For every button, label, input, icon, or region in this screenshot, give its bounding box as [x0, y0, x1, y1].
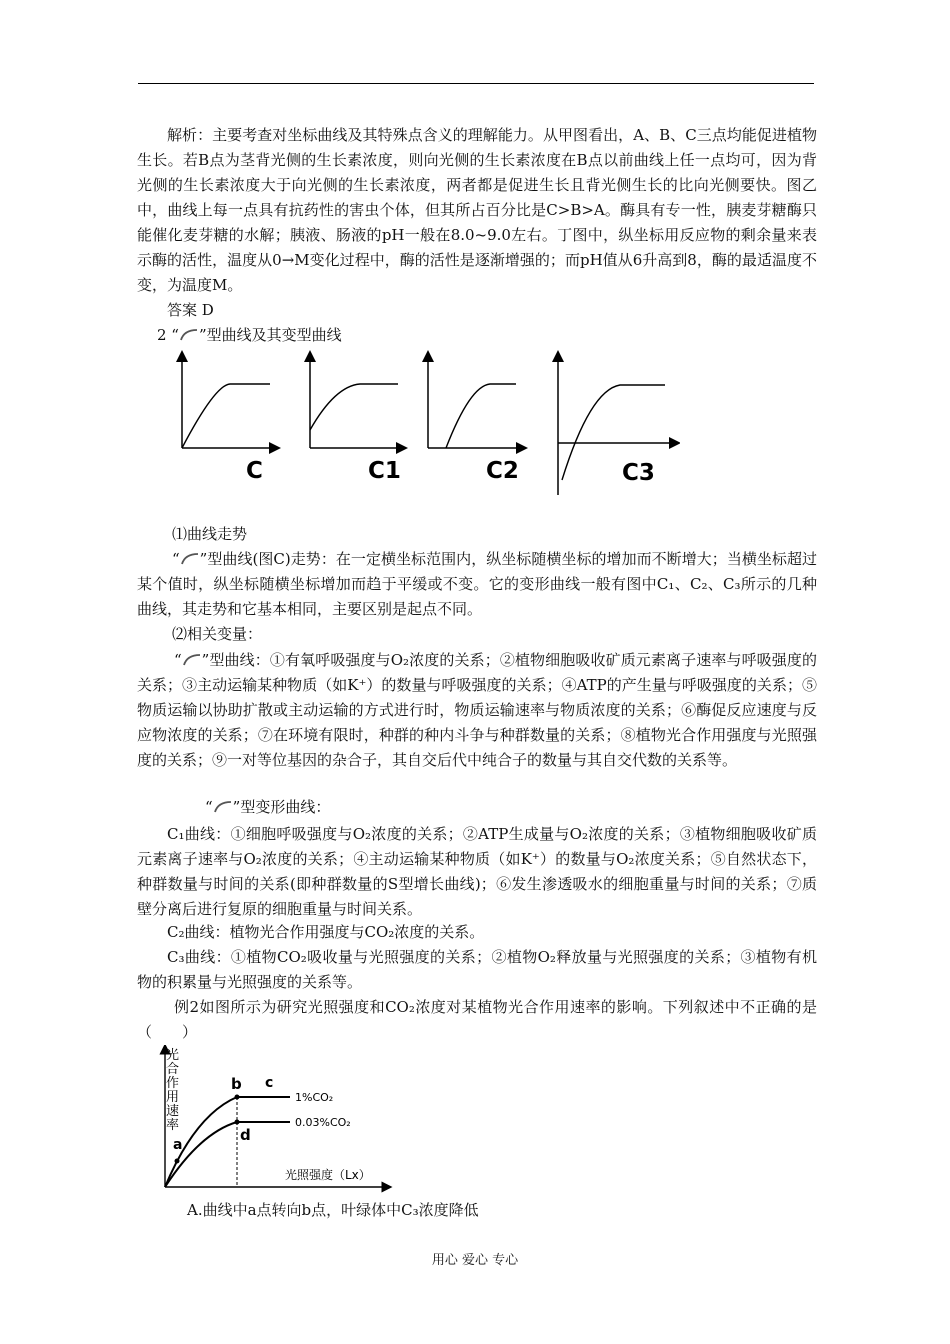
point-d-dot	[235, 1120, 240, 1125]
saturation-curve-icon	[179, 327, 199, 341]
point-c-label: c	[265, 1075, 274, 1091]
trend-heading: ⑴曲线走势	[172, 525, 248, 543]
saturation-curve-icon	[182, 652, 202, 666]
y-axis-label-2: 合	[166, 1062, 180, 1077]
curve-1pct-co2	[165, 1097, 290, 1187]
section-2-heading: 2 “ ”型曲线及其变型曲线	[157, 326, 342, 344]
saturation-curve-icon	[213, 799, 233, 813]
c2-paragraph: C₂曲线：植物光合作用强度与CO₂浓度的关系。	[167, 923, 485, 941]
c3-paragraph: C₃曲线：①植物CO₂吸收量与光照强度的关系；②植物O₂释放量与光照强度的关系；③植物有机物的积累量与光照强度的关系等。	[137, 948, 817, 991]
photosynthesis-chart	[155, 1045, 395, 1195]
y-axis-label-4: 用	[166, 1090, 180, 1105]
y-axis-label-3: 作	[166, 1076, 180, 1091]
legend-003pct-co2: 0.03%CO₂	[295, 1116, 351, 1129]
point-a-dot	[175, 1159, 180, 1164]
analysis-paragraph: 解析：主要考查对坐标曲线及其特殊点含义的理解能力。从甲图看出，A、B、C三点均能促进植物生长。若B点为茎背光侧的生长素浓度，则向光侧的生长素浓度在B点以前曲线上任一点均可，因为背光侧的生长素浓度大于向光侧的生长素浓度，两者都是促进生长且背光侧生长的比向光侧要快。图乙中，曲线上每一点具有抗药性的害虫个体，但其所占百分比是C>B>A。酶具有专一性，胰麦芽糖酶只能催化麦芽糖的水解；胰液、肠液的pH一般在8.0~9.0左右。丁图中，纵坐标用反应物的剩余量来表示酶的活性，温度从0→M变化过程中，酶的活性是逐渐增强的；而pH值从6升高到8，酶的最适温度不变，为温度M。	[137, 126, 817, 294]
y-axis-label-5: 速	[166, 1104, 180, 1119]
trend-paragraph: “ ”型曲线(图C)走势：在一定横坐标范围内，纵坐标随横坐标的增加而不断增大；当横坐标超过某个值时，纵坐标随横坐标增加而趋于平缓或不变。它的变形曲线一般有图中C₁、C₂、C₃所示的几种曲线，其走势和它基本相同，主要区别是起点不同。	[137, 550, 817, 618]
graph-c	[182, 356, 275, 484]
graph-c3	[558, 356, 675, 495]
graph-label-c3: C3	[622, 460, 655, 486]
x-axis-label: 光照强度（Lx）	[285, 1168, 371, 1182]
y-axis-label-6: 率	[166, 1118, 180, 1133]
point-b-dot	[235, 1095, 240, 1100]
curve-graphs-figure	[170, 350, 680, 500]
graph-label-c1: C1	[368, 458, 401, 484]
option-a: A.曲线中a点转向b点，叶绿体中C₃浓度降低	[187, 1201, 479, 1219]
example-2-question: 例2如图所示为研究光照强度和CO₂浓度对某植物光合作用速率的影响。下列叙述中不正确的是（ ）	[137, 998, 817, 1041]
graph-c2	[428, 356, 522, 484]
point-b-label: b	[231, 1075, 242, 1093]
variables-heading: ⑵相关变量：	[172, 625, 263, 643]
legend-1pct-co2: 1%CO₂	[295, 1091, 334, 1104]
answer-line: 答案 D	[167, 301, 214, 319]
graph-c1	[310, 356, 402, 484]
graph-label-c: C	[246, 458, 263, 484]
point-a-label: a	[173, 1137, 183, 1153]
y-axis-label-1: 光	[166, 1048, 180, 1063]
variables-paragraph: “ ”型曲线：①有氧呼吸强度与O₂浓度的关系；②植物细胞吸收矿质元素离子速率与呼吸强度的关系；③主动运输某种物质（如K⁺）的数量与呼吸强度的关系；④ATP的产生量与呼吸强度的关系；⑤物质运输以协助扩散或主动运输的方式进行时，物质运输速率与物质浓度的关系；⑥酶促反应速度与反应物浓度的关系；⑦在环境有限时，种群的种内斗争与种群数量的关系；⑧植物光合作用强度与光照强度的关系；⑨一对等位基因的杂合子，其自交后代中纯合子的数量与其自交代数的关系等。	[137, 651, 817, 769]
variant-heading: “ ”型变形曲线：	[205, 798, 331, 816]
c1-paragraph: C₁曲线：①细胞呼吸强度与O₂浓度的关系；②ATP生成量与O₂浓度的关系；③植物细胞吸收矿质元素离子速率与O₂浓度的关系；④主动运输某种物质（如K⁺）的数量与O₂浓度关系；⑤自然状态下，种群数量与时间的关系(即种群数量的S型增长曲线)；⑥发生渗透吸水的细胞重量与时间的关系；⑦质壁分离后进行复原的细胞重量与时间关系。	[137, 825, 817, 918]
page-footer: 用心 爱心 专心	[431, 1253, 519, 1268]
graph-label-c2: C2	[486, 458, 519, 484]
curve-003pct-co2	[165, 1122, 290, 1187]
point-d-label: d	[240, 1126, 251, 1144]
saturation-curve-icon	[180, 551, 200, 565]
header-rule	[138, 83, 814, 84]
